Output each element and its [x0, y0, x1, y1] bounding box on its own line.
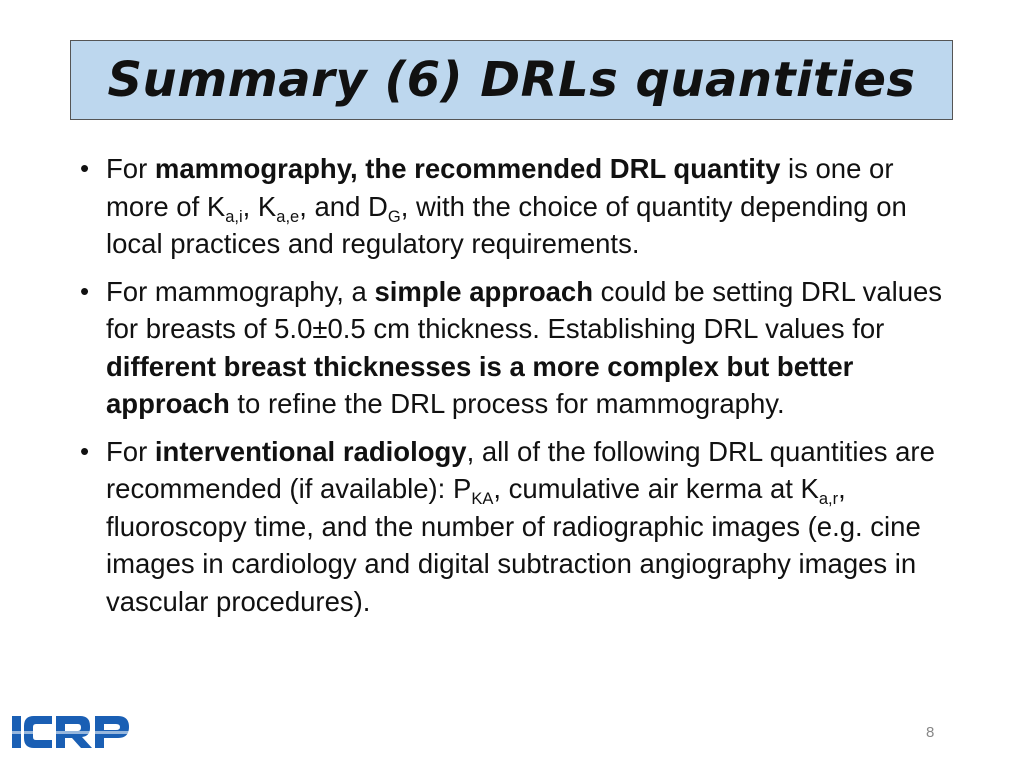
bullet-text: , all of the following DRL quantities are recommended (if available): P: [106, 435, 935, 504]
page-number: 8: [926, 724, 935, 741]
bullet-bold-text: mammography, the recommended DRL quantity: [154, 153, 781, 184]
bullet-item: [76, 433, 956, 621]
bullet-text: For: [106, 153, 155, 184]
bullet-bold-text: interventional radiology: [154, 435, 467, 467]
bullet-list: [76, 150, 956, 630]
bullet-text: , K: [242, 190, 277, 222]
subscript: G: [387, 207, 401, 226]
bullet-text: , cumulative air kerma at K: [493, 473, 819, 504]
bullet-dot-icon: •: [80, 153, 90, 183]
bullet-text: could be setting DRL values for breasts of 5.0±0.5 cm thickness. Establishing DRL values for: [106, 275, 943, 344]
bullet-item: [76, 150, 956, 263]
bullet-text: to refine the DRL process for mammography.: [229, 388, 785, 419]
title-box: [70, 40, 953, 120]
bullet-text: , with the choice of quantity depending on local practices and regulatory requirements.: [106, 190, 907, 259]
bullet-dot-icon: •: [80, 435, 90, 466]
bullet-text: , and D: [299, 190, 388, 222]
bullet-bold-text: simple approach: [374, 275, 594, 307]
subscript: a,r: [818, 490, 839, 508]
bullet-dot-icon: •: [80, 275, 90, 306]
subscript: a,i: [225, 207, 243, 226]
icrp-logo: [12, 712, 130, 752]
bullet-bold-text: different breast thicknesses is a more complex but better approach: [106, 350, 854, 419]
bullet-text: For mammography, a: [106, 275, 375, 307]
bullet-item: [76, 273, 956, 423]
bullet-text: , fluoroscopy time, and the number of radiographic images (e.g. cine images in cardiology and digital subtraction angiography images in vascular procedures).: [106, 473, 921, 617]
subscript: a,e: [276, 207, 300, 226]
bullet-text: For: [106, 435, 155, 467]
slide-title: Summary (6) DRLs quantities: [107, 52, 916, 108]
bullet-text: is one or more of K: [106, 153, 894, 222]
subscript: KA: [471, 490, 494, 508]
